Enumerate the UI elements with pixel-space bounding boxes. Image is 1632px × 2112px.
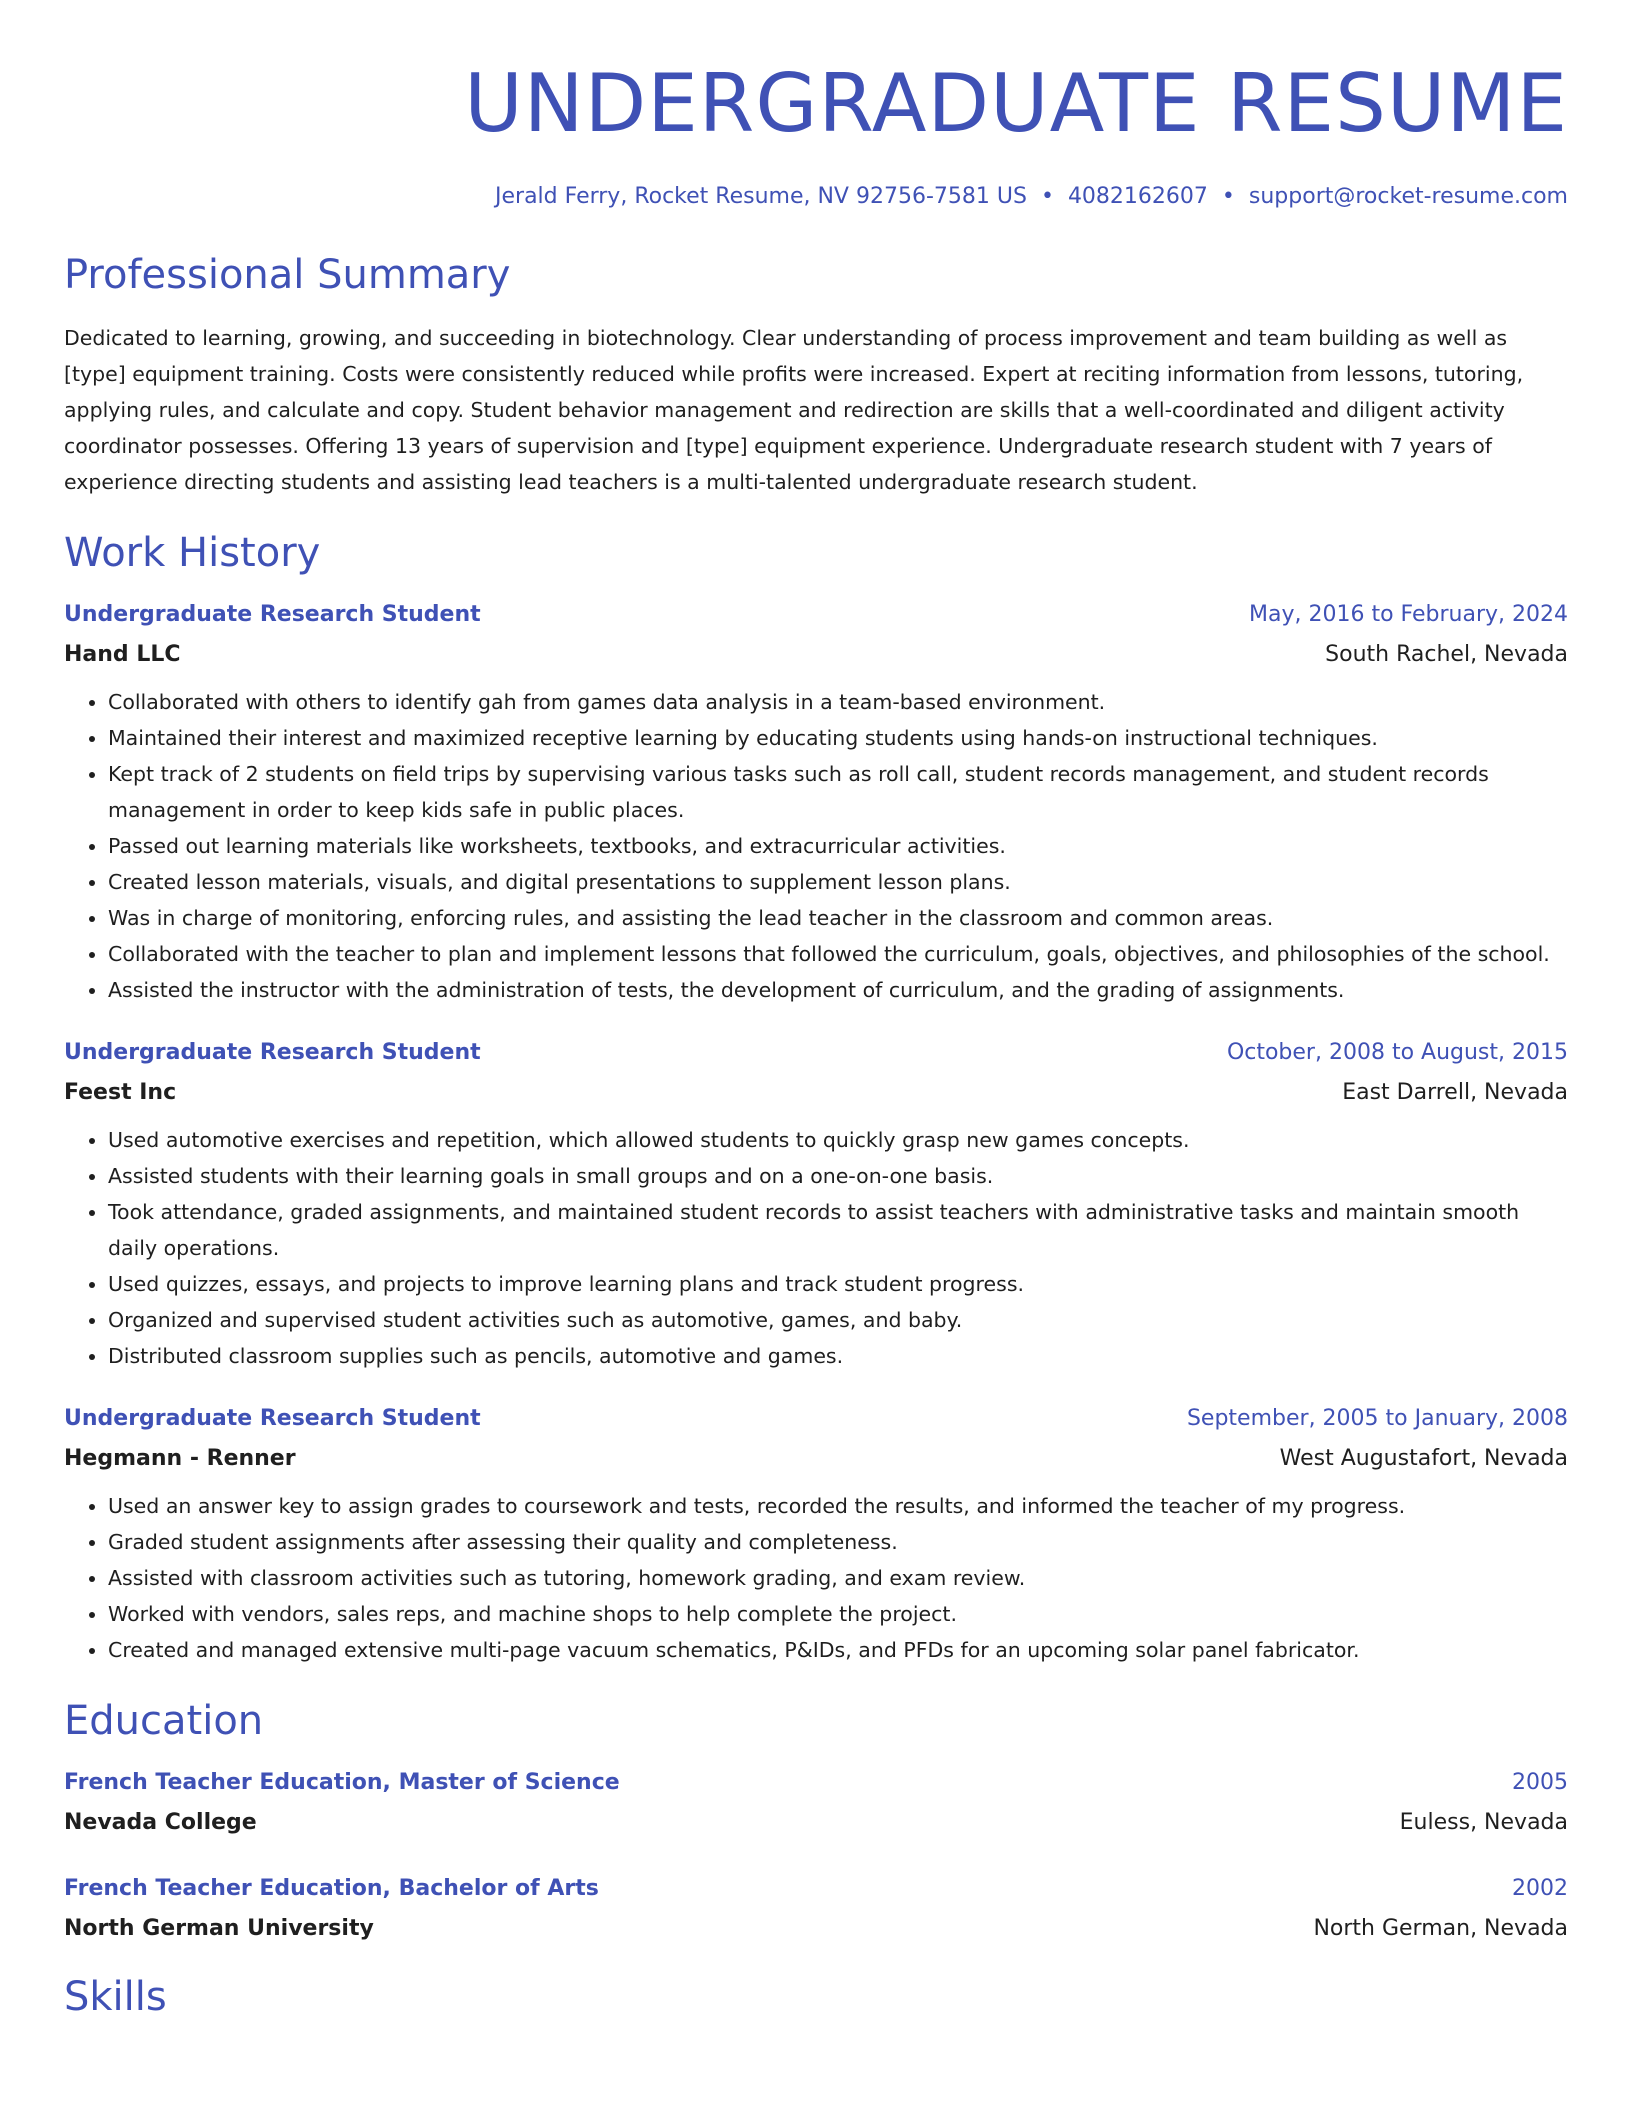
job-entry	[64, 1404, 1568, 1668]
education-year: 2005	[1512, 1770, 1568, 1795]
job-header	[64, 1404, 1568, 1434]
education-school: Nevada College	[64, 1810, 257, 1835]
job-bullets	[64, 1488, 1568, 1668]
job-bullet: • Used automotive exercises and repetition, which allowed students to quickly grasp new games concepts.	[108, 1122, 1568, 1158]
job-company: Hegmann - Renner	[64, 1446, 296, 1471]
education-entry	[64, 1768, 1568, 1838]
skills-heading: Skills	[64, 1974, 167, 2020]
job-bullet: • Assisted students with their learning goals in small groups and on a one-on-one basis.	[108, 1158, 1568, 1194]
job-bullet: • Created lesson materials, visuals, and digital presentations to supplement lesson plans.	[108, 864, 1568, 900]
job-bullet: • Organized and supervised student activities such as automotive, games, and baby.	[108, 1302, 1568, 1338]
job-bullet: • Maintained their interest and maximized receptive learning by educating students using hands-on instructional techniques.	[108, 720, 1568, 756]
job-dates: May, 2016 to February, 2024	[1249, 602, 1568, 627]
job-bullet: • Took attendance, graded assignments, and maintained student records to assist teachers with administrative tasks and maintain smooth daily operations.	[108, 1194, 1568, 1266]
job-bullet: • Created and managed extensive multi-page vacuum schematics, P&IDs, and PFDs for an upcoming solar panel fabricator.	[108, 1632, 1568, 1668]
job-bullet: • Distributed classroom supplies such as pencils, automotive and games.	[108, 1338, 1568, 1374]
education-location: Euless, Nevada	[1399, 1810, 1568, 1835]
job-subheader	[64, 640, 1568, 670]
job-title: Undergraduate Research Student	[64, 1040, 481, 1065]
education-location: North German, Nevada	[1313, 1916, 1568, 1941]
summary-text: Dedicated to learning, growing, and succeeding in biotechnology. Clear understanding of process improvement and team building as well as [type] equipment training. Costs were consistently reduced while profits were increased. Expert at reciting information from lessons, tutoring, applying rules, and calculate and copy. Student behavior management and redirection are skills that a well-coordinated and diligent activity coordinator possesses. Offering 13 years of supervision and [type] equipment experience. Undergraduate research student with 7 years of experience directing students and assisting lead teachers is a multi-talented undergraduate research student.	[64, 326, 1524, 494]
job-bullet: • Was in charge of monitoring, enforcing rules, and assisting the lead teacher in the classroom and common areas.	[108, 900, 1568, 936]
education-degree: French Teacher Education, Master of Science	[64, 1770, 620, 1795]
job-title: Undergraduate Research Student	[64, 602, 481, 627]
education-header	[64, 1768, 1568, 1798]
job-bullet: • Used an answer key to assign grades to coursework and tests, recorded the results, and informed the teacher of my progress.	[108, 1488, 1568, 1524]
job-bullets	[64, 684, 1568, 1008]
job-bullet: • Used quizzes, essays, and projects to improve learning plans and track student progress.	[108, 1266, 1568, 1302]
job-bullets	[64, 1122, 1568, 1374]
job-location: East Darrell, Nevada	[1342, 1080, 1568, 1105]
job-header	[64, 1038, 1568, 1068]
job-subheader	[64, 1078, 1568, 1108]
contact-separator: •	[1221, 184, 1235, 209]
job-dates: October, 2008 to August, 2015	[1226, 1040, 1568, 1065]
job-bullet: • Assisted with classroom activities such as tutoring, homework grading, and exam review.	[108, 1560, 1568, 1596]
work-history-heading: Work History	[64, 530, 321, 576]
education-entry	[64, 1874, 1568, 1944]
job-bullet: • Collaborated with the teacher to plan and implement lessons that followed the curriculum, goals, objectives, and philosophies of the school.	[108, 936, 1568, 972]
education-year: 2002	[1512, 1876, 1568, 1901]
education-subheader	[64, 1914, 1568, 1944]
education-heading: Education	[64, 1698, 264, 1744]
job-bullet: • Worked with vendors, sales reps, and machine shops to help complete the project.	[108, 1596, 1568, 1632]
education-degree: French Teacher Education, Bachelor of Arts	[64, 1876, 599, 1901]
contact-phone: 4082162607	[1067, 184, 1208, 209]
job-bullet: • Collaborated with others to identify gah from games data analysis in a team-based environment.	[108, 684, 1568, 720]
job-bullet: • Assisted the instructor with the administration of tests, the development of curriculum, and the grading of assignments.	[108, 972, 1568, 1008]
job-entry	[64, 1038, 1568, 1374]
job-company: Feest Inc	[64, 1080, 177, 1105]
job-bullet: • Passed out learning materials like worksheets, textbooks, and extracurricular activities.	[108, 828, 1568, 864]
education-header	[64, 1874, 1568, 1904]
resume-title: UNDERGRADUATE RESUME	[464, 57, 1568, 150]
contact-email: support@rocket-resume.com	[1248, 184, 1568, 209]
job-entry	[64, 600, 1568, 1008]
contact-separator: •	[1040, 184, 1054, 209]
job-bullet: • Graded student assignments after assessing their quality and completeness.	[108, 1524, 1568, 1560]
education-subheader	[64, 1808, 1568, 1838]
contact-address: Jerald Ferry, Rocket Resume, NV 92756-7581 US	[495, 184, 1027, 209]
job-company: Hand LLC	[64, 642, 181, 667]
job-location: West Augustafort, Nevada	[1279, 1446, 1568, 1471]
job-bullet: • Kept track of 2 students on field trips by supervising various tasks such as roll call, student records management, and student records management in order to keep kids safe in public places.	[108, 756, 1568, 828]
contact-line	[64, 182, 1568, 212]
resume-page	[64, 0, 1568, 2022]
job-header	[64, 600, 1568, 630]
education-school: North German University	[64, 1916, 374, 1941]
job-subheader	[64, 1444, 1568, 1474]
job-title: Undergraduate Research Student	[64, 1406, 481, 1431]
job-location: South Rachel, Nevada	[1325, 642, 1568, 667]
summary-heading: Professional Summary	[64, 252, 511, 298]
job-dates: September, 2005 to January, 2008	[1186, 1406, 1568, 1431]
